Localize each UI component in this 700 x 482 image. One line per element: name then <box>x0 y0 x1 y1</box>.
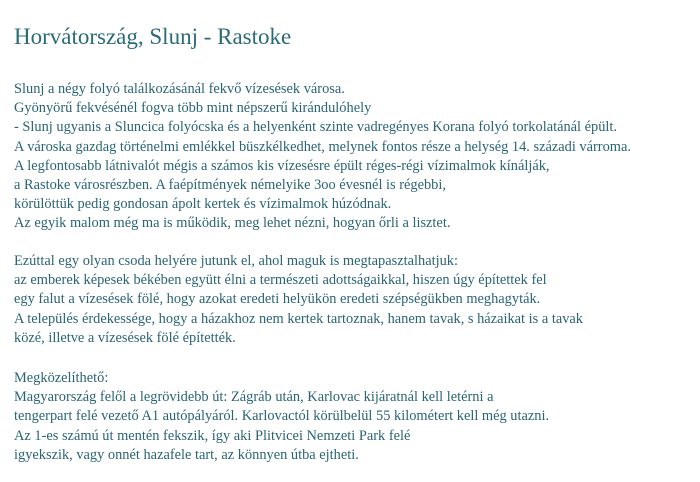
text-line: Slunj a négy folyó találkozásánál fekvő vízesések városa. <box>14 81 345 97</box>
text-line: tengerpart felé vezető A1 autópályáról. Karlovactól körülbelül 55 kilométert kell még utazni. <box>14 408 550 425</box>
text-line: - Slunj ugyanis a Sluncica folyócska és a helyenként szinte vadregényes Korana folyó torkolatánál épült. <box>14 119 618 136</box>
text-line: Ezúttal egy olyan csoda helyére jutunk el, ahol maguk is megtapasztalhatjuk: <box>14 253 458 269</box>
text-line: körülöttük pedig gondosan ápolt kertek és vízimalmok húzódnak. <box>14 196 392 213</box>
text-line: A település érdekessége, hogy a házakhoz nem kertek tartoznak, hanem tavak, s házaikat is a tavak <box>14 310 583 327</box>
text-line: Megközelíthető: <box>14 370 109 386</box>
article <box>14 0 700 482</box>
text-line: igyekszik, vagy onnét hazafele tart, az könnyen útba ejtheti. <box>14 446 359 463</box>
text-line: Az 1-es számú út mentén fekszik, így aki Plitvicei Nemzeti Park felé <box>14 427 411 444</box>
paragraph-directions <box>14 369 700 465</box>
text-line: Az egyik malom még ma is működik, meg lehet nézni, hogyan őrli a lisztet. <box>14 215 451 232</box>
text-line: A legfontosabb látnivalót mégis a számos kis vízesésre épült réges-régi vízimalmok kínálják, <box>14 157 550 174</box>
text-line: közé, illetve a vízesések fölé építették. <box>14 329 236 346</box>
text-line: az emberek képesek békében együtt élni a természeti adottságaikkal, hiszen úgy építettek fel <box>14 272 547 289</box>
paragraph-village <box>14 252 700 348</box>
text-line: Gyönyörű fekvésénél fogva több mint népszerű kirándulóhely <box>14 100 372 117</box>
text-line: A városka gazdag történelmi emlékkel büszkélkedhet, melynek fontos része a helység 14. századi várroma. <box>14 138 631 155</box>
page-title: Horvátország, Slunj - Rastoke <box>14 24 292 49</box>
text-line: a Rastoke városrészben. A faépítmények némelyike 3oo évesnél is régebbi, <box>14 176 446 193</box>
paragraph-intro <box>14 80 700 234</box>
text-line: egy falut a vízesések fölé, hogy azokat eredeti helyükön eredeti szépségükben meghagyták. <box>14 291 541 308</box>
text-line: Magyarország felől a legrövidebb út: Zágráb után, Karlovac kijáratnál kell letérni a <box>14 389 494 406</box>
